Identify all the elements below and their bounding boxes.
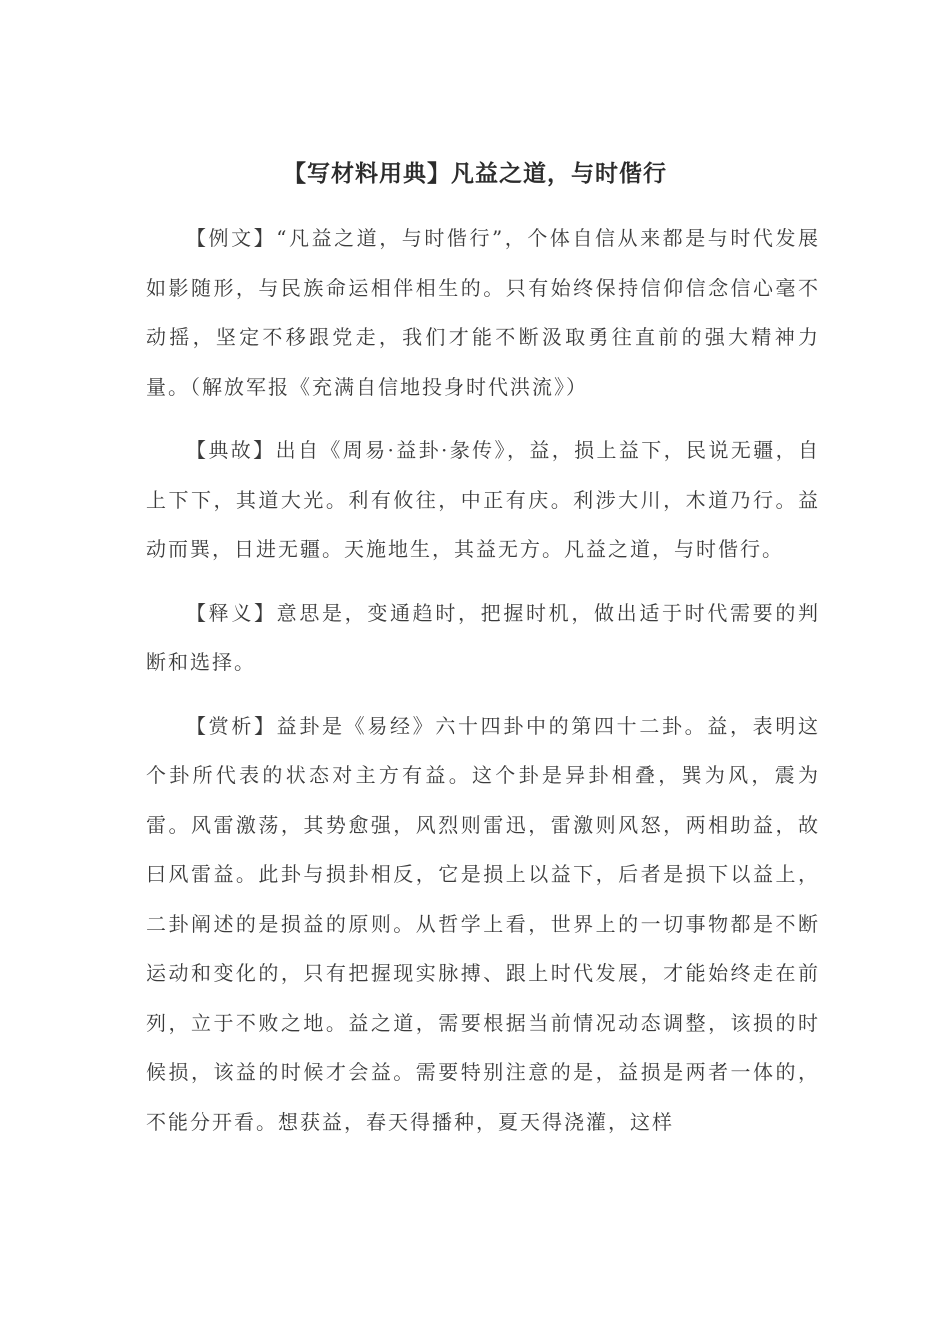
paragraph-tag: 【释义】 xyxy=(186,600,277,625)
document-title: 【写材料用典】凡益之道，与时偕行 xyxy=(283,160,667,187)
paragraph-tag: 【例文】 xyxy=(186,226,277,250)
paragraph-appreciation xyxy=(146,702,820,1148)
paragraph-tag: 【赏析】 xyxy=(186,713,277,738)
paragraph-text: 出自《周易·益卦·彖传》，益，损上益下，民说无疆，自上下下，其道大光。利有攸往，中正有庆。利涉大川，木道乃行。益动而巽，日进无疆。天施地生，其益无方。凡益之道，与时偕行。 xyxy=(146,438,821,561)
paragraph-text: 意思是，变通趋时，把握时机，做出适于时代需要的判断和选择。 xyxy=(146,600,821,674)
paragraph-interpretation xyxy=(146,589,820,688)
paragraph-example xyxy=(146,214,820,412)
paragraph-tag: 【典故】 xyxy=(186,438,276,462)
document-body xyxy=(146,214,820,1161)
paragraph-allusion xyxy=(146,426,820,575)
paragraph-text: 益卦是《易经》六十四卦中的第四十二卦。益，表明这个卦所代表的状态对主方有益。这个卦是异卦相叠，巽为风，震为雷。风雷激荡，其势愈强，风烈则雷迅，雷激则风怒，两相助益，故曰风雷益。此卦与损卦相反，它是损上以益下，后者是损下以益上，二卦阐述的是损益的原则。从哲学上看，世界上的一切事物都是不断运动和变化的，只有把握现实脉搏、跟上时代发展，才能始终走在前列，立于不败之地。益之道，需要根据当前情况动态调整，该损的时候损，该益的时候才会益。需要特别注意的是，益损是两者一体的，不能分开看。想获益，春天得播种，夏天得浇灌，这样 xyxy=(146,713,821,1134)
paragraph-text: “凡益之道，与时偕行”，个体自信从来都是与时代发展如影随形，与民族命运相伴相生的。只有始终保持信仰信念信心毫不动摇，坚定不移跟党走，我们才能不断汲取勇往直前的强大精神力量。（解放军报《充满自信地投身时代洪流》） xyxy=(146,226,821,399)
